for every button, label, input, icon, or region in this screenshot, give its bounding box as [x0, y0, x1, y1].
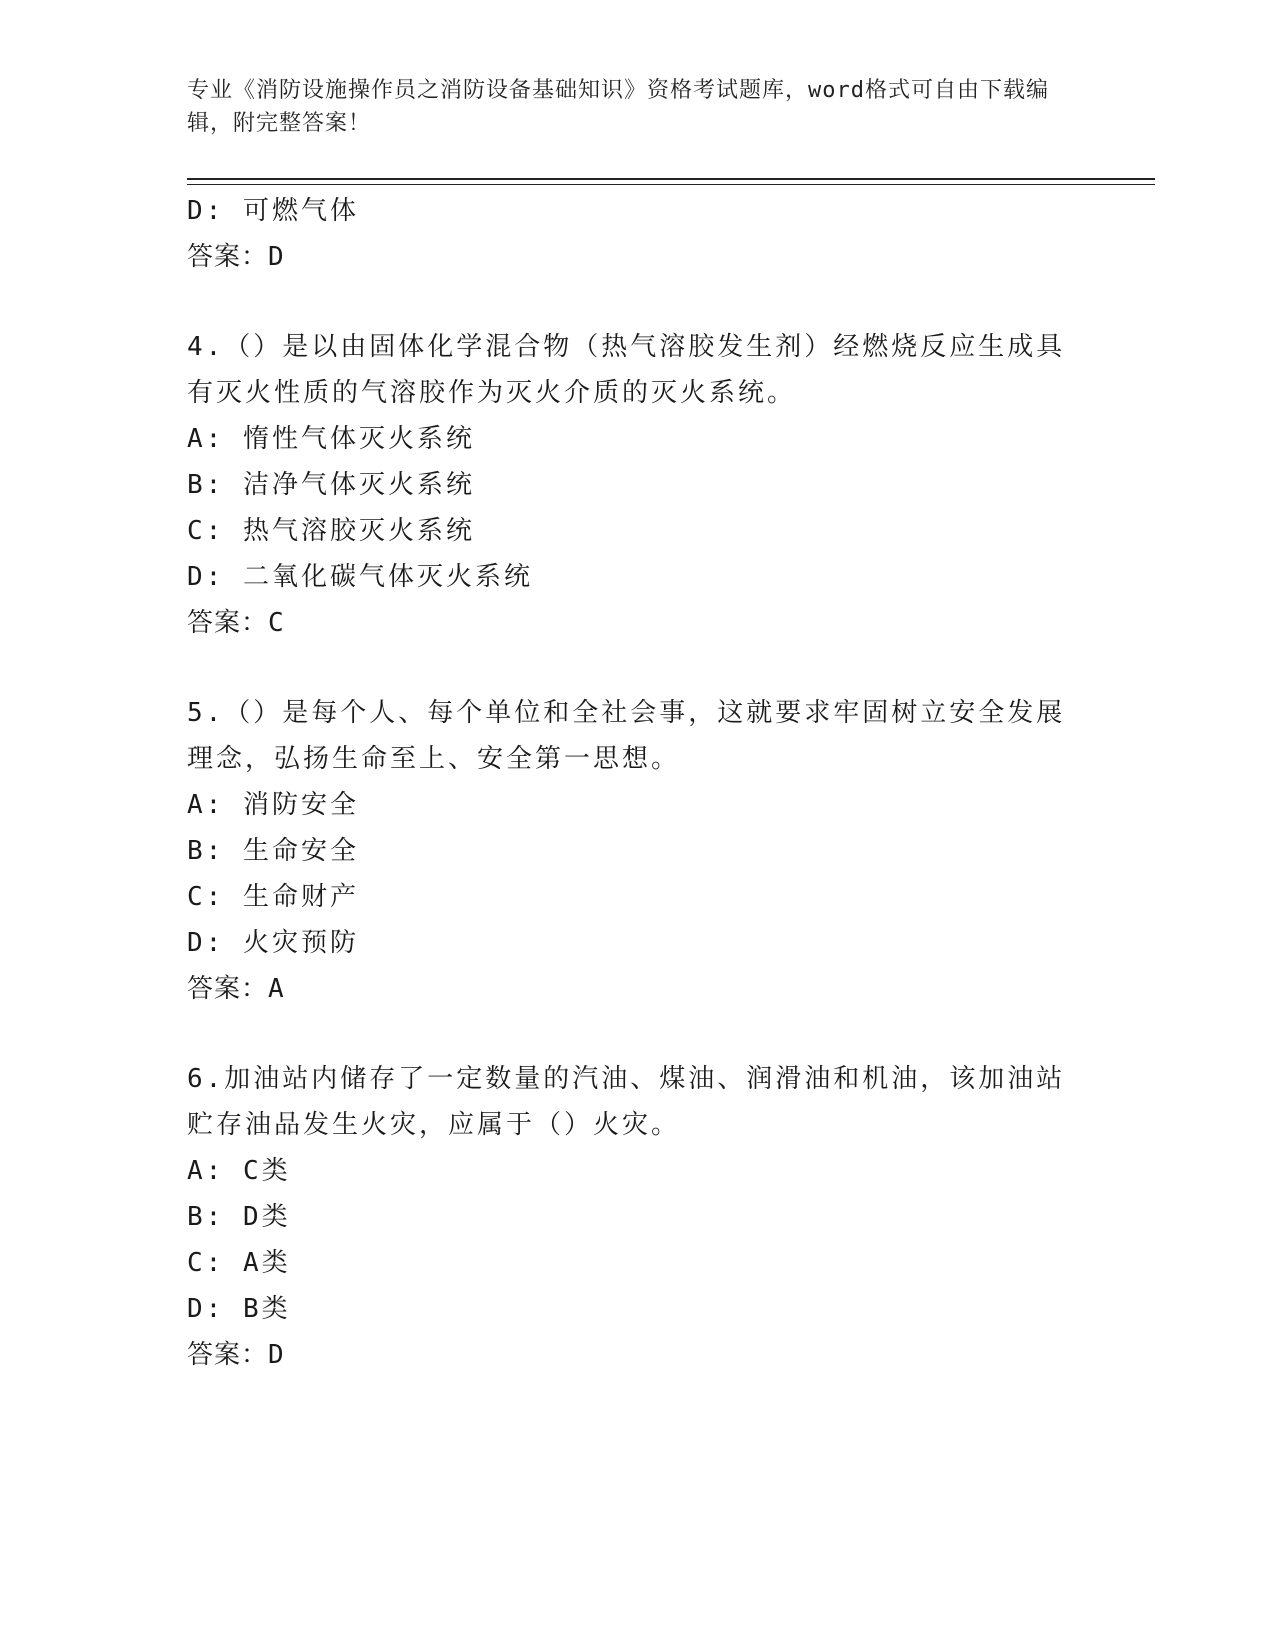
option-b: B: 生命安全: [187, 836, 359, 866]
question-3-option-d: D: 可燃气体: [187, 196, 359, 226]
option-d: D: 二氧化碳气体灭火系统: [187, 562, 533, 592]
question-5: [187, 690, 1067, 1012]
answer-key: A: [268, 974, 285, 1004]
answer-label: 答案：: [187, 974, 269, 1004]
answer-line: [187, 600, 1067, 646]
option-d: D: 火灾预防: [187, 928, 359, 958]
question-4: [187, 324, 1067, 646]
option-a: A: 消防安全: [187, 790, 359, 820]
option-b: B: 洁净气体灭火系统: [187, 470, 475, 500]
answer-label: 答案：: [187, 1340, 269, 1370]
header-rule-thin: [187, 184, 1155, 185]
question-6: [187, 1056, 1067, 1378]
header-rule-thick: [187, 178, 1155, 180]
option-c: C: 热气溶胶灭火系统: [187, 516, 475, 546]
option-c: C: 生命财产: [187, 882, 359, 912]
answer-line: [187, 966, 1067, 1012]
answer-key: D: [268, 242, 285, 272]
answer-label: 答案：: [187, 608, 269, 638]
document-body: [187, 188, 1067, 1378]
answer-line: [187, 1332, 1067, 1378]
option-a: A: C类: [187, 1156, 291, 1186]
option-d: D: B类: [187, 1294, 291, 1324]
question-stem: 6.加油站内储存了一定数量的汽油、煤油、润滑油和机油，该加油站贮存油品发生火灾，应属于（）火灾。: [187, 1064, 1066, 1140]
question-stem: 5.（）是每个人、每个单位和全社会事，这就要求牢固树立安全发展理念，弘扬生命至上、安全第一思想。: [187, 698, 1066, 774]
option-b: B: D类: [187, 1202, 291, 1232]
answer-label: 答案：: [187, 242, 269, 272]
question-3-answer: [187, 234, 1067, 280]
question-stem: 4.（）是以由固体化学混合物（热气溶胶发生剂）经燃烧反应生成具有灭火性质的气溶胶作为灭火介质的灭火系统。: [187, 332, 1066, 408]
answer-key: C: [268, 608, 285, 638]
answer-key: D: [268, 1340, 285, 1370]
option-a: A: 惰性气体灭火系统: [187, 424, 475, 454]
document-header: 专业《消防设施操作员之消防设备基础知识》资格考试题库，word格式可自由下载编辑，附完整答案！: [187, 78, 1049, 136]
option-c: C: A类: [187, 1248, 291, 1278]
